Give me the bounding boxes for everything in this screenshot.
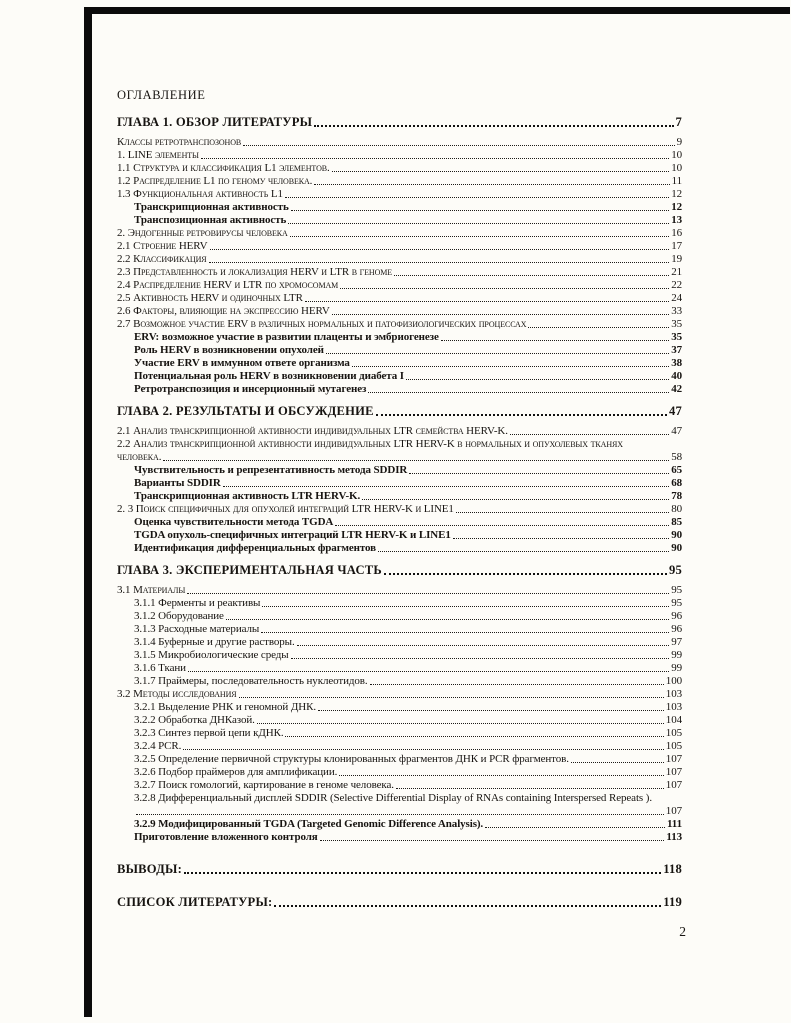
toc-entry bbox=[117, 636, 682, 649]
toc-entry-page: 21 bbox=[671, 266, 682, 278]
toc-dotted-leader bbox=[297, 645, 670, 646]
toc-dotted-leader bbox=[285, 197, 669, 198]
toc-entry bbox=[117, 464, 682, 477]
toc-entry-page: 96 bbox=[671, 610, 682, 622]
toc-entry bbox=[117, 292, 682, 305]
toc-entry bbox=[117, 766, 682, 779]
toc-entry-label: 3.2.5 Определение первичной структуры клонированных фрагментов ДНК и PCR фрагментов. bbox=[134, 753, 569, 765]
toc-dotted-leader bbox=[291, 658, 670, 659]
scan-edge-left bbox=[84, 7, 92, 1017]
toc-entry-page: 78 bbox=[671, 490, 682, 502]
toc-dotted-leader bbox=[257, 723, 664, 724]
toc-entry bbox=[117, 623, 682, 636]
toc-entry-label: 3.2.2 Обработка ДНКазой. bbox=[134, 714, 255, 726]
toc-entry-page: 95 bbox=[669, 563, 682, 577]
toc-dotted-leader bbox=[332, 171, 670, 172]
toc-dotted-leader bbox=[376, 414, 667, 416]
toc-entry-page: 90 bbox=[671, 542, 682, 554]
toc-dotted-leader bbox=[201, 158, 669, 159]
toc-entry bbox=[117, 895, 682, 910]
toc-dotted-leader bbox=[188, 671, 669, 672]
toc-entry-page: 105 bbox=[665, 727, 682, 739]
toc-entry-label: Участие ERV в иммунном ответе организма bbox=[134, 357, 350, 369]
toc-dotted-leader bbox=[453, 538, 669, 539]
toc-dotted-leader bbox=[362, 499, 669, 500]
toc-entry-label: 2.3 Представленность и локализация HERV и LTR в геноме bbox=[117, 266, 393, 278]
toc-entry bbox=[117, 477, 682, 490]
toc-entry-page: 95 bbox=[671, 584, 682, 596]
toc-dotted-leader bbox=[223, 486, 669, 487]
toc-entry-label: Варианты SDDIR bbox=[134, 477, 221, 489]
toc-entry bbox=[117, 227, 682, 240]
toc-dotted-leader bbox=[378, 551, 669, 552]
toc-entry bbox=[117, 740, 682, 753]
toc-dotted-leader bbox=[239, 697, 664, 698]
toc-entry-page: 9 bbox=[676, 136, 682, 148]
toc-dotted-leader bbox=[409, 473, 669, 474]
toc-entry-label: 2. Эндогенные ретровирусы человека bbox=[117, 227, 288, 239]
toc-entry-page: 24 bbox=[671, 292, 682, 304]
toc-entry bbox=[117, 529, 682, 542]
toc-entry-label: ГЛАВА 1. ОБЗОР ЛИТЕРАТУРЫ bbox=[117, 115, 313, 129]
toc-dotted-leader bbox=[370, 684, 664, 685]
toc-dotted-leader bbox=[368, 392, 669, 393]
toc-entry bbox=[117, 610, 682, 623]
toc-entry-label: Транскрипционная активность bbox=[134, 201, 289, 213]
toc-entry bbox=[117, 305, 682, 318]
toc-entry-page: 37 bbox=[671, 344, 682, 356]
toc-entry bbox=[117, 675, 682, 688]
toc-entry-page: 80 bbox=[671, 503, 682, 515]
toc-entry-page: 33 bbox=[671, 305, 682, 317]
toc-entry bbox=[117, 214, 682, 227]
toc-dotted-leader bbox=[261, 632, 669, 633]
toc-entry-page: 42 bbox=[671, 383, 682, 395]
toc-entry-page: 107 bbox=[665, 779, 682, 791]
toc-entry-page: 118 bbox=[663, 862, 682, 876]
toc-entry bbox=[117, 115, 682, 130]
scan-edge-top bbox=[84, 7, 790, 14]
toc-entry-label: Идентификация дифференциальных фрагментов bbox=[134, 542, 376, 554]
toc-dotted-leader bbox=[352, 366, 669, 367]
toc-entry bbox=[117, 370, 682, 383]
toc-entry-label: 3.2 Методы исследования bbox=[117, 688, 237, 700]
toc-entry bbox=[117, 542, 682, 555]
toc-entry-label: 3.1.4 Буферные и другие растворы. bbox=[134, 636, 295, 648]
toc-entry-label: 3.2.7 Поиск гомологий, картирование в геноме человека. bbox=[134, 779, 394, 791]
toc-dotted-leader bbox=[320, 840, 665, 841]
toc-entry bbox=[117, 162, 682, 175]
toc-entry-page: 113 bbox=[666, 831, 682, 843]
toc-dotted-leader bbox=[406, 379, 669, 380]
toc-entry-page: 38 bbox=[671, 357, 682, 369]
toc-entry bbox=[117, 779, 682, 792]
toc-entry-page: 103 bbox=[665, 701, 682, 713]
toc-entry bbox=[117, 425, 682, 438]
toc-dotted-leader bbox=[571, 762, 664, 763]
toc-dotted-leader bbox=[209, 262, 670, 263]
toc-entry-label: Ретротранспозиция и инсерционный мутагенез bbox=[134, 383, 367, 395]
toc-entry bbox=[117, 818, 682, 831]
toc-entry-page: 16 bbox=[671, 227, 682, 239]
toc-dotted-leader bbox=[274, 905, 661, 907]
toc-entry-label: Оценка чувствительности метода TGDA bbox=[134, 516, 334, 528]
toc-dotted-leader bbox=[288, 223, 669, 224]
toc-entry bbox=[117, 149, 682, 162]
toc-entry-label: СПИСОК ЛИТЕРАТУРЫ: bbox=[117, 895, 273, 909]
toc-dotted-leader bbox=[384, 573, 667, 575]
toc-entry-page: 35 bbox=[671, 331, 682, 343]
toc-entry-label: 2.7 Возможное участие ERV в различных нормальных и патофизиологических процессах bbox=[117, 318, 527, 330]
toc-dotted-leader bbox=[441, 340, 669, 341]
toc-entry bbox=[117, 792, 682, 805]
toc-entry bbox=[117, 318, 682, 331]
toc-entry bbox=[117, 175, 682, 188]
toc-heading: ОГЛАВЛЕНИЕ bbox=[117, 88, 206, 102]
toc-entry-label: 2. 3 Поиск специфичных для опухолей интеграций LTR HERV-K и LINE1 bbox=[117, 503, 454, 515]
toc-entry-page: 99 bbox=[671, 649, 682, 661]
toc-entry-label: Потенциальная роль HERV в возникновении диабета I bbox=[134, 370, 404, 382]
toc-entry-label: 3.1.2 Оборудование bbox=[134, 610, 224, 622]
toc-dotted-leader bbox=[285, 736, 663, 737]
toc-entry bbox=[117, 649, 682, 662]
toc-entry-label: Чувствительность и репрезентативность метода SDDIR bbox=[134, 464, 408, 476]
table-of-contents bbox=[117, 88, 682, 916]
toc-entry-label: ERV: возможное участие в развитии плаценты и эмбриогенезе bbox=[134, 331, 439, 343]
toc-entry-page: 13 bbox=[671, 214, 682, 226]
toc-dotted-leader bbox=[314, 184, 669, 185]
toc-dotted-leader bbox=[243, 145, 674, 146]
toc-entry bbox=[117, 584, 682, 597]
toc-entry bbox=[117, 253, 682, 266]
toc-entry-label: 1. LINE элементы bbox=[117, 149, 199, 161]
toc-entry-page: 85 bbox=[671, 516, 682, 528]
toc-entry-page: 22 bbox=[671, 279, 682, 291]
toc-entry bbox=[117, 516, 682, 529]
toc-entry bbox=[117, 266, 682, 279]
toc-entry-page: 47 bbox=[671, 425, 682, 437]
toc-dotted-leader bbox=[326, 353, 669, 354]
toc-entry-page: 111 bbox=[667, 818, 682, 830]
toc-entry bbox=[117, 503, 682, 516]
page-number: 2 bbox=[679, 924, 686, 939]
toc-entry bbox=[117, 597, 682, 610]
toc-dotted-leader bbox=[187, 593, 669, 594]
toc-dotted-leader bbox=[340, 288, 669, 289]
toc-entry-label: Транспозиционная активность bbox=[134, 214, 287, 226]
toc-dotted-leader bbox=[305, 301, 669, 302]
toc-entry-label: 2.2 Классификация bbox=[117, 253, 207, 265]
toc-entry-label: 2.1 Строение HERV bbox=[117, 240, 208, 252]
toc-entry-label: 3.1.3 Расходные материалы bbox=[134, 623, 260, 635]
toc-entry-label: Приготовление вложенного контроля bbox=[134, 831, 318, 843]
toc-entry-label: 1.2 Распределение L1 по геному человека. bbox=[117, 175, 313, 187]
toc-dotted-leader bbox=[485, 827, 665, 828]
toc-entry bbox=[117, 344, 682, 357]
toc-entry bbox=[117, 240, 682, 253]
toc-entry-page: 40 bbox=[671, 370, 682, 382]
toc-entry-label: 1.1 Структура и классификация L1 элементов. bbox=[117, 162, 330, 174]
toc-entry-page: 99 bbox=[671, 662, 682, 674]
toc-entry-page: 68 bbox=[671, 477, 682, 489]
toc-entry-label: 3.2.3 Синтез первой цепи кДНК. bbox=[134, 727, 284, 739]
toc-dotted-leader bbox=[314, 125, 673, 127]
toc-entry-page: 119 bbox=[663, 895, 682, 909]
toc-entry-page: 35 bbox=[671, 318, 682, 330]
toc-dotted-leader bbox=[262, 606, 669, 607]
toc-entry-label: 3.1.1 Ферменты и реактивы bbox=[134, 597, 261, 609]
toc-entry bbox=[117, 331, 682, 344]
toc-dotted-leader bbox=[396, 788, 664, 789]
toc-entry-page: 100 bbox=[665, 675, 682, 687]
toc-entry-page: 7 bbox=[675, 115, 682, 129]
toc-entry-page: 10 bbox=[671, 149, 682, 161]
toc-entry-label: Роль HERV в возникновении опухолей bbox=[134, 344, 324, 356]
toc-entry bbox=[117, 383, 682, 396]
toc-entry-page: 105 bbox=[665, 740, 682, 752]
toc-dotted-leader bbox=[290, 236, 669, 237]
toc-dotted-leader bbox=[332, 314, 669, 315]
toc-entry bbox=[117, 136, 682, 149]
toc-entry bbox=[117, 438, 682, 451]
toc-entry-page: 107 bbox=[665, 753, 682, 765]
toc-entry bbox=[117, 662, 682, 675]
toc-dotted-leader bbox=[226, 619, 669, 620]
toc-entry bbox=[117, 701, 682, 714]
toc-entry-page: 95 bbox=[671, 597, 682, 609]
toc-entry-label: 3.2.6 Подбор праймеров для амплификации. bbox=[134, 766, 338, 778]
toc-entry bbox=[117, 714, 682, 727]
toc-entry-page: 103 bbox=[665, 688, 682, 700]
toc-entry bbox=[117, 805, 682, 818]
toc-entry-label: ВЫВОДЫ: bbox=[117, 862, 182, 876]
toc-dotted-leader bbox=[335, 525, 669, 526]
toc-dotted-leader bbox=[136, 814, 664, 815]
toc-entry-label: 1.3 Функциональная активность L1 bbox=[117, 188, 283, 200]
toc-entry-label: 3.2.9 Модифицированный TGDA (Targeted Genomic Difference Analysis). bbox=[134, 818, 484, 830]
toc-entry-page: 107 bbox=[665, 805, 682, 817]
toc-entry-label: 3.1.5 Микробиологические среды bbox=[134, 649, 289, 661]
toc-entry-page: 58 bbox=[671, 451, 682, 463]
toc-dotted-leader bbox=[528, 327, 669, 328]
toc-entry-label: TGDA опухоль-специфичных интеграций LTR HERV-K и LINE1 bbox=[134, 529, 451, 541]
toc-entry bbox=[117, 563, 682, 578]
toc-entry-page: 11 bbox=[671, 175, 682, 187]
toc-entry bbox=[117, 490, 682, 503]
toc-dotted-leader bbox=[510, 434, 669, 435]
toc-entry-page: 96 bbox=[671, 623, 682, 635]
toc-dotted-leader bbox=[339, 775, 664, 776]
toc-entry bbox=[117, 862, 682, 877]
toc-entry-label: 2.6 Факторы, влияющие на экспрессию HERV bbox=[117, 305, 330, 317]
toc-entry-page: 10 bbox=[671, 162, 682, 174]
toc-entry-page: 65 bbox=[671, 464, 682, 476]
toc-entry bbox=[117, 357, 682, 370]
toc-dotted-leader bbox=[394, 275, 669, 276]
toc-dotted-leader bbox=[163, 460, 669, 461]
toc-entry-label: Транскрипционная активность LTR HERV-K. bbox=[134, 490, 361, 502]
toc-list bbox=[117, 115, 682, 910]
toc-entry-label: 2.4 Распределение HERV и LTR по хромосомам bbox=[117, 279, 339, 291]
toc-entry bbox=[117, 404, 682, 419]
toc-entry-label: Классы ретротранспозонов bbox=[117, 136, 242, 148]
toc-dotted-leader bbox=[291, 210, 669, 211]
toc-dotted-leader bbox=[456, 512, 669, 513]
toc-entry-page: 47 bbox=[669, 404, 682, 418]
toc-entry bbox=[117, 688, 682, 701]
toc-entry bbox=[117, 831, 682, 844]
toc-entry bbox=[117, 279, 682, 292]
toc-entry-page: 107 bbox=[665, 766, 682, 778]
toc-dotted-leader bbox=[318, 710, 664, 711]
toc-entry-page: 19 bbox=[671, 253, 682, 265]
toc-entry-page: 97 bbox=[671, 636, 682, 648]
toc-entry-page: 12 bbox=[671, 201, 682, 213]
toc-entry-label: 3.1.6 Ткани bbox=[134, 662, 186, 674]
toc-entry-label: 3.2.1 Выделение РНК и геномной ДНК. bbox=[134, 701, 316, 713]
toc-entry bbox=[117, 188, 682, 201]
toc-entry-label: ГЛАВА 3. ЭКСПЕРИМЕНТАЛЬНАЯ ЧАСТЬ bbox=[117, 563, 382, 577]
toc-entry bbox=[117, 451, 682, 464]
toc-entry bbox=[117, 753, 682, 766]
toc-entry-page: 17 bbox=[671, 240, 682, 252]
toc-dotted-leader bbox=[210, 249, 670, 250]
toc-entry-label: 2.2 Анализ транскрипционной активности индивидуальных LTR HERV-K в нормальных и опухолевых тканях bbox=[117, 438, 623, 450]
toc-dotted-leader bbox=[183, 749, 664, 750]
toc-entry-page: 12 bbox=[671, 188, 682, 200]
toc-entry-label: человека. bbox=[117, 451, 162, 463]
toc-entry-label: 3.2.4 PCR. bbox=[134, 740, 182, 752]
toc-entry-label: 3.2.8 Дифференциальный дисплей SDDIR (Selective Differential Display of RNAs containing Interspersed Repeats ). bbox=[134, 792, 652, 804]
toc-entry-page: 90 bbox=[671, 529, 682, 541]
toc-entry bbox=[117, 727, 682, 740]
toc-entry-label: 2.5 Активность HERV и одиночных LTR bbox=[117, 292, 303, 304]
toc-entry-page: 104 bbox=[665, 714, 682, 726]
toc-entry-label: 3.1.7 Праймеры, последовательность нуклеотидов. bbox=[134, 675, 368, 687]
toc-dotted-leader bbox=[184, 872, 661, 874]
toc-entry-label: 2.1 Анализ транскрипционной активности индивидуальных LTR семейства HERV-K. bbox=[117, 425, 508, 437]
toc-entry-label: 3.1 Материалы bbox=[117, 584, 186, 596]
toc-entry bbox=[117, 201, 682, 214]
toc-entry-label: ГЛАВА 2. РЕЗУЛЬТАТЫ И ОБСУЖДЕНИЕ bbox=[117, 404, 374, 418]
